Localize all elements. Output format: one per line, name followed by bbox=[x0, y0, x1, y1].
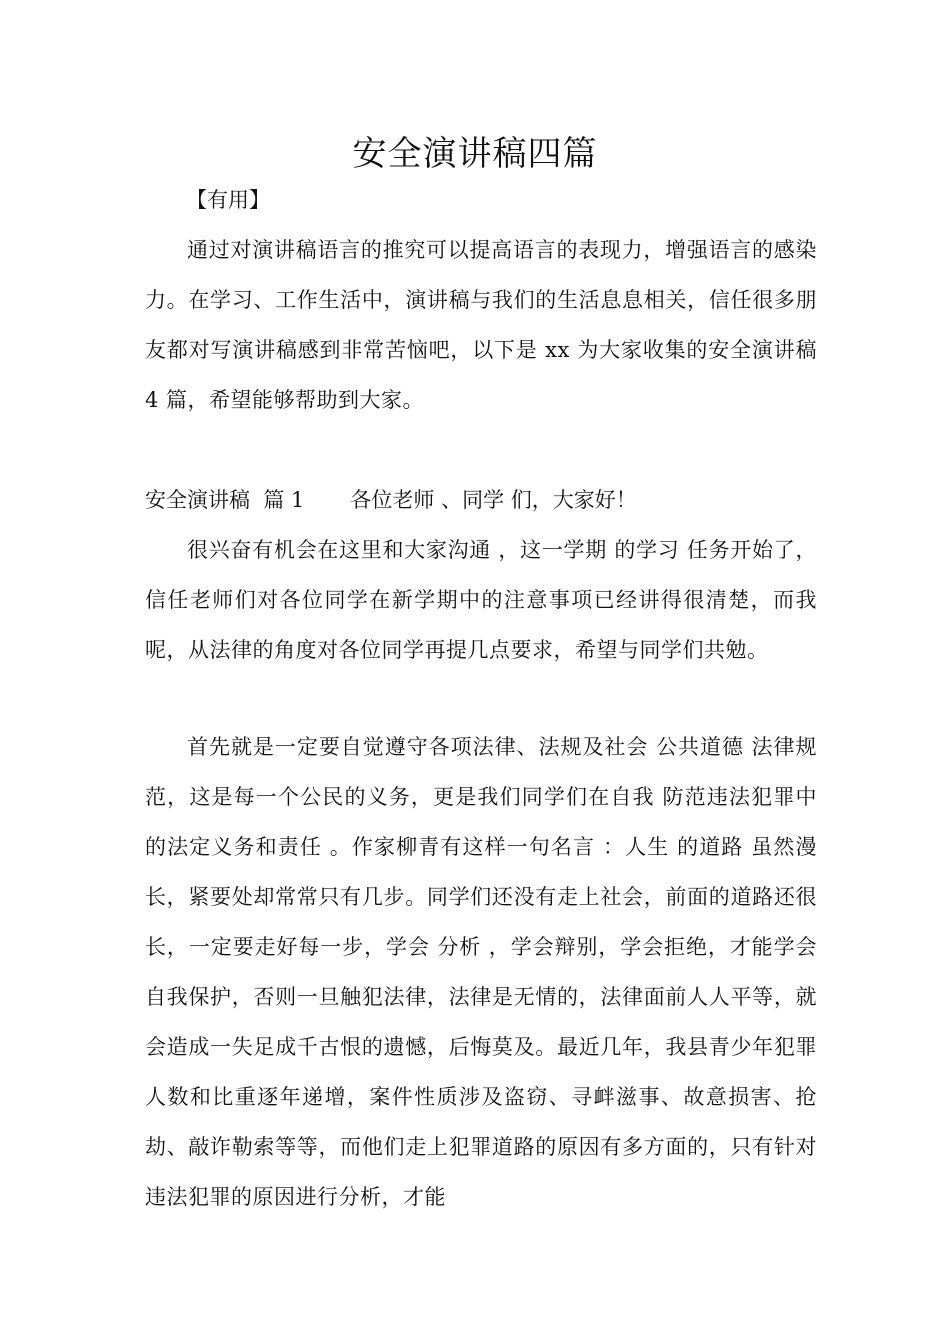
document-tag: 【有用】 bbox=[186, 188, 270, 212]
paragraph: 很兴奋有机会在这里和大家沟通 ，这一学期 的学习 任务开始了，信任老师们对各位同学在新学期中的注意事项已经讲得很清楚，而我呢，从法律的角度对各位同学再提几点要求，希望与同学们共勉。 bbox=[145, 538, 817, 662]
intro-block bbox=[145, 225, 817, 425]
intro-paragraph: 通过对演讲稿语言的推究可以提高语言的表现力，增强语言的感染力。在学习、工作生活中，演讲稿与我们的生活息息相关，信任很多朋友都对写演讲稿感到非常苦恼吧，以下是 xx 为大家收集的安全演讲稿 4 篇，希望能够帮助到大家。 bbox=[145, 238, 817, 412]
document-title: 安全演讲稿四篇 bbox=[352, 134, 598, 174]
section-heading bbox=[145, 480, 637, 520]
section-greeting: 各位老师 、同学 们，大家好！ bbox=[350, 488, 637, 512]
section-paragraph-block bbox=[145, 722, 817, 1222]
paragraph: 首先就是一定要自觉遵守各项法律、法规及社会 公共道德 法律规范，这是每一个公民的义务，更是我们同学们在自我 防范违法犯罪中的法定义务和责任 。作家柳青有这样一句名言 ：人生 的道路 虽然漫长，紧要处却常常只有几步。同学们还没有走上社会，前面的道路还很长，一定要走好每一步，学会 分析 ，学会辩别，学会拒绝，才能学会自我保护，否则一旦触犯法律，法律是无情的，法律面前人人平等，就会造成一失足成千古恨的遗憾，后悔莫及。最近几年，我县青少年犯罪人数和比重逐年递增，案件性质涉及盗窃、寻衅滋事、故意损害、抢劫、敲诈勒索等等，而他们走上犯罪道路的原因有多方面的，只有针对违法犯罪的原因进行分析，才能 bbox=[145, 735, 817, 1209]
section-title: 安全演讲稿 篇 1 bbox=[145, 488, 305, 512]
section-paragraph-block bbox=[145, 525, 817, 675]
